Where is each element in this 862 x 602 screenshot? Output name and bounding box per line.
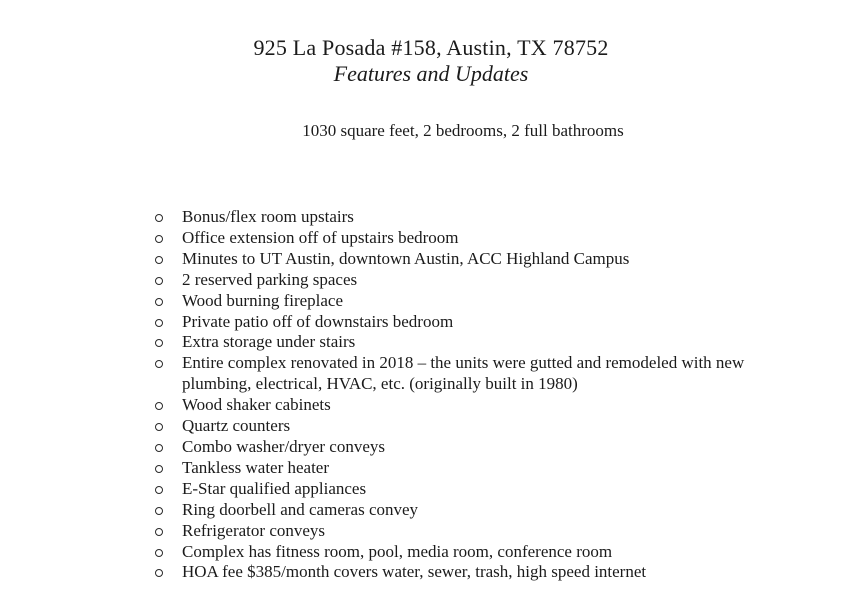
feature-text: Office extension off of upstairs bedroom [182, 227, 459, 247]
feature-text: Extra storage under stairs [182, 332, 356, 352]
feature-text: HOA fee $385/month covers water, sewer, trash, high speed internet [182, 562, 647, 582]
property-summary: 1030 square feet, 2 bedrooms, 2 full bathrooms [302, 121, 624, 140]
list-item [155, 207, 862, 228]
feature-text: Refrigerator conveys [182, 520, 326, 540]
list-item [155, 416, 862, 437]
circle-bullet-icon [155, 465, 163, 473]
list-item [155, 395, 862, 416]
page-title: 925 La Posada #158, Austin, TX 78752 [253, 35, 609, 60]
circle-bullet-icon [155, 486, 163, 494]
circle-bullet-icon [155, 528, 163, 536]
feature-text: E-Star qualified appliances [182, 478, 367, 498]
list-item [155, 562, 862, 583]
list-item [155, 479, 862, 500]
circle-bullet-icon [155, 214, 163, 222]
circle-bullet-icon [155, 256, 163, 264]
feature-text: Combo washer/dryer conveys [182, 436, 386, 456]
circle-bullet-icon [155, 298, 163, 306]
features-list [0, 207, 862, 583]
feature-text: Minutes to UT Austin, downtown Austin, ACC Highland Campus [182, 248, 630, 268]
feature-text: Complex has fitness room, pool, media room, conference room [182, 541, 613, 561]
circle-bullet-icon [155, 235, 163, 243]
list-item [155, 270, 862, 291]
circle-bullet-icon [155, 569, 163, 577]
circle-bullet-icon [155, 277, 163, 285]
list-item [155, 332, 862, 353]
feature-text: Wood shaker cabinets [182, 395, 331, 415]
list-item [155, 353, 862, 395]
feature-text: Private patio off of downstairs bedroom [182, 311, 454, 331]
circle-bullet-icon [155, 360, 163, 368]
circle-bullet-icon [155, 423, 163, 431]
circle-bullet-icon [155, 339, 163, 347]
feature-text: Quartz counters [182, 416, 291, 436]
list-item [155, 312, 862, 333]
page-subtitle: Features and Updates [333, 61, 529, 86]
list-item [155, 291, 862, 312]
feature-text: Tankless water heater [182, 457, 330, 477]
feature-text: Ring doorbell and cameras convey [182, 499, 419, 519]
list-item [155, 542, 862, 563]
feature-text: Wood burning fireplace [182, 290, 344, 310]
circle-bullet-icon [155, 444, 163, 452]
list-item [155, 500, 862, 521]
circle-bullet-icon [155, 319, 163, 327]
circle-bullet-icon [155, 402, 163, 410]
feature-text: 2 reserved parking spaces [182, 269, 358, 289]
list-item [155, 228, 862, 249]
list-item [155, 437, 862, 458]
circle-bullet-icon [155, 507, 163, 515]
circle-bullet-icon [155, 549, 163, 557]
list-item [155, 458, 862, 479]
list-item [155, 521, 862, 542]
list-item [155, 249, 862, 270]
feature-text: Bonus/flex room upstairs [182, 207, 354, 226]
feature-text: Entire complex renovated in 2018 – the units were gutted and remodeled with new plumbing, electrical, HVAC, etc. (originally built in 1980) [182, 353, 745, 394]
